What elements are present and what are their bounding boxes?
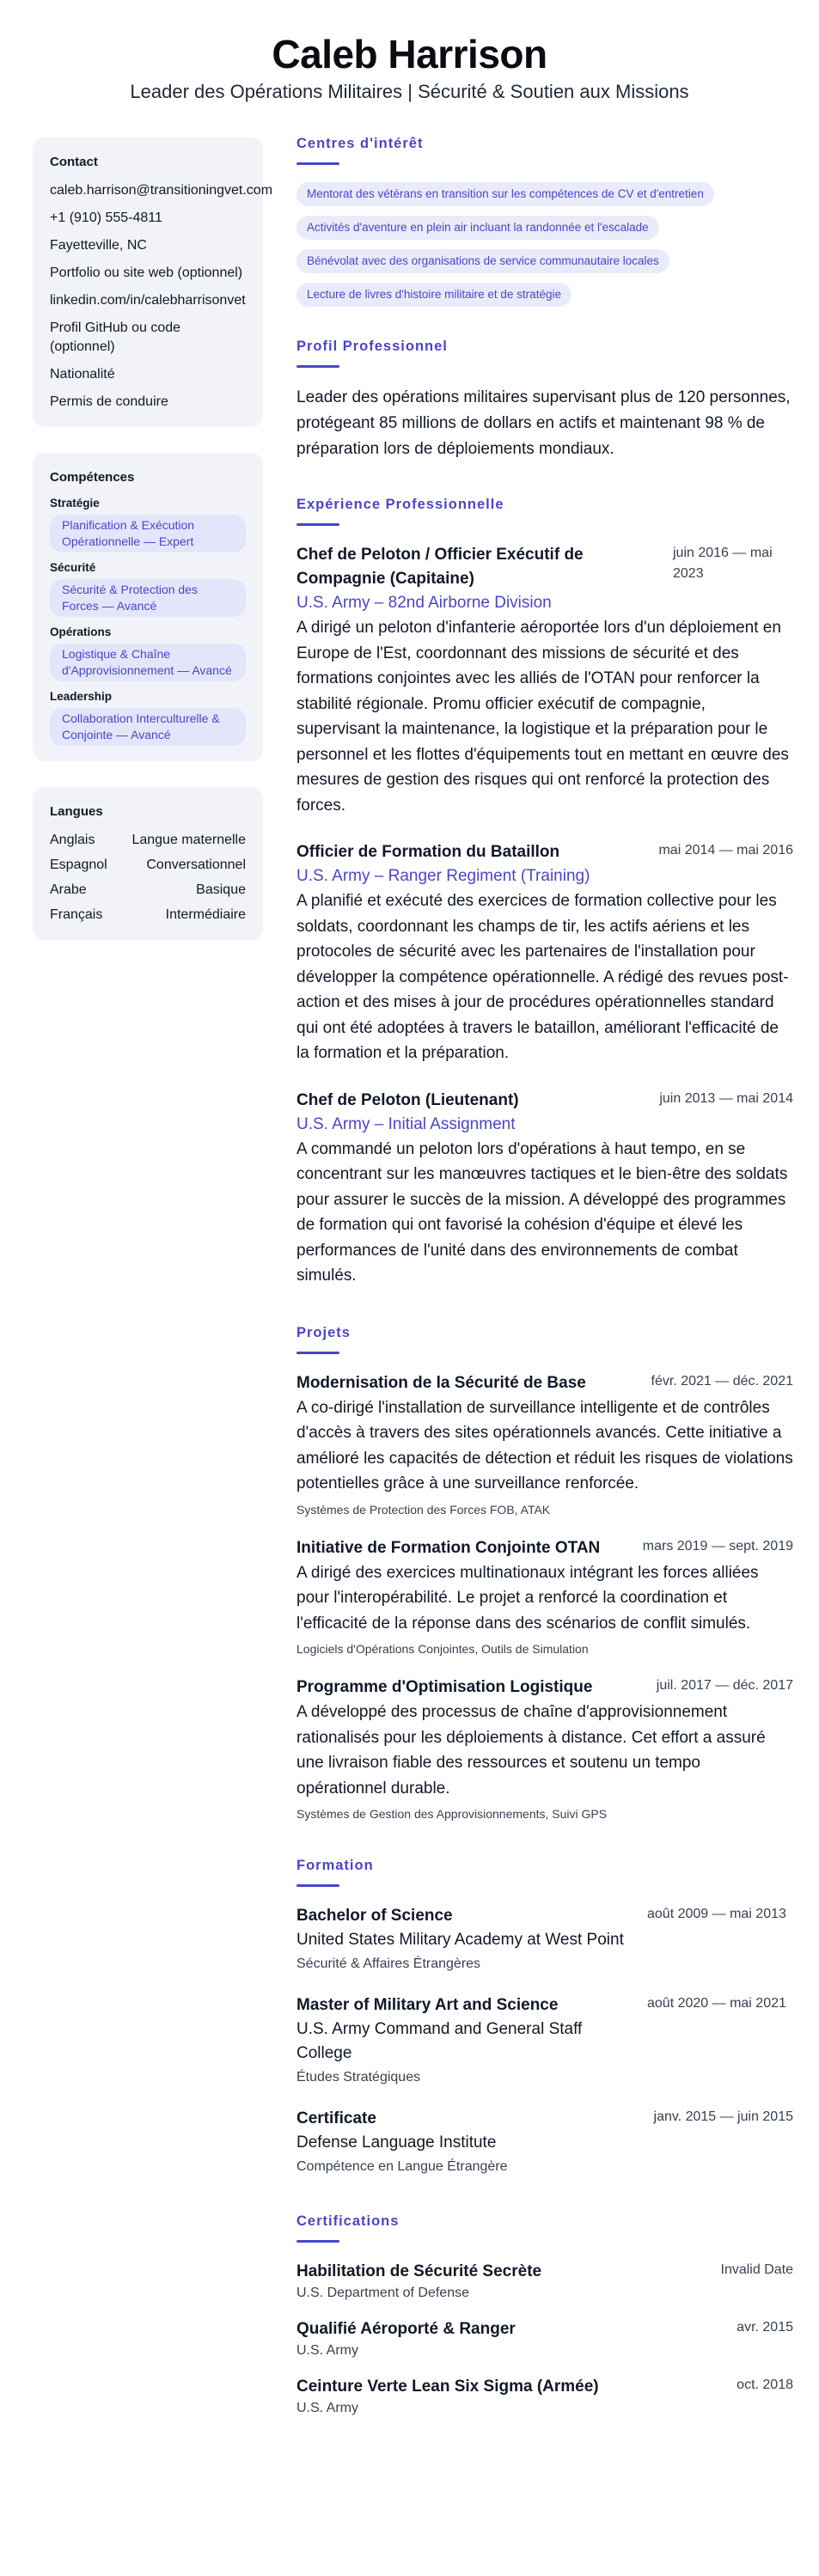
education-date: janv. 2015 — juin 2015	[653, 2109, 793, 2124]
field-of-study: Compétence en Langue Étrangère	[296, 2159, 508, 2174]
section-divider	[296, 162, 339, 165]
section-divider	[296, 2240, 339, 2243]
skill-group	[50, 497, 246, 552]
interests-section	[296, 136, 793, 316]
skill-group	[50, 561, 246, 617]
institution: Defense Language Institute	[296, 2133, 497, 2152]
projects-section	[296, 1325, 793, 1824]
job-title: Chef de Peloton / Officier Exécutif de Compagnie (Capitaine)	[296, 546, 584, 588]
resume-header	[0, 31, 819, 105]
interest-tag: Lecture de livres d'histoire militaire et de stratégie	[296, 283, 571, 307]
certification-name: Qualifié Aéroporté & Ranger	[296, 2320, 516, 2338]
language-level: Conversationnel	[146, 858, 246, 872]
candidate-name: Caleb Harrison	[272, 32, 547, 76]
job-date: juin 2016 — mai 2023	[673, 546, 773, 581]
job-date: mai 2014 — mai 2016	[658, 843, 793, 858]
contact-nationality: Nationalité	[50, 367, 115, 382]
education-date: août 2009 — mai 2013	[647, 1907, 786, 1921]
section-title: Formation	[296, 1858, 374, 1873]
job-description: A dirigé un peloton d'infanterie aéroportée lors d'un déploiement en Europe de l'Est, coordonnant des missions de sécurité et des formations conjointes avec les alliés de l'OTAN pour renforcer la stabilité régionale. Promu officier exécutif de compagnie, supervisant la maintenance, la logistique et la préparation pour le personnel et les flottes d'équipements tout en mettant en œuvre des mesures de gestion des risques qui ont renforcé la protection des forces.	[296, 619, 789, 815]
contact-title: Contact	[50, 155, 98, 169]
language-level: Intermédiaire	[165, 907, 246, 922]
skill-pill: Collaboration Interculturelle & Conjointe — Avancé	[50, 708, 246, 746]
certification-entry	[296, 2375, 793, 2418]
section-title: Projets	[296, 1324, 351, 1340]
project-entry	[296, 1371, 793, 1519]
section-title: Profil Professionnel	[296, 339, 448, 354]
language-name: Espagnol	[50, 858, 107, 872]
language-level: Langue maternelle	[131, 833, 246, 847]
skill-category: Sécurité	[50, 561, 96, 574]
profile-summary: Leader des opérations militaires supervisant plus de 120 personnes, protégeant 85 millions de dollars en actifs et maintenant 98 % de préparation lors de déploiements mondiaux.	[296, 388, 791, 458]
certification-name: Ceinture Verte Lean Six Sigma (Armée)	[296, 2378, 599, 2396]
contact-location: Fayetteville, NC	[50, 238, 147, 253]
institution: U.S. Army Command and General Staff College	[296, 2020, 583, 2062]
degree-title: Master of Military Art and Science	[296, 1996, 559, 2014]
job-organization: U.S. Army – 82nd Airborne Division	[296, 594, 552, 612]
skill-group	[50, 690, 246, 746]
certification-issuer: U.S. Army	[296, 2343, 359, 2358]
skill-group	[50, 626, 246, 681]
section-divider	[296, 523, 339, 526]
certification-entry	[296, 2260, 793, 2303]
project-title: Initiative de Formation Conjointe OTAN	[296, 1538, 601, 1557]
project-date: févr. 2021 — déc. 2021	[651, 1373, 793, 1389]
contact-license: Permis de conduire	[50, 394, 168, 409]
job-description: A commandé un peloton lors d'opérations à haut tempo, en se concentrant sur les manœuvres tactiques et le bien-être des soldats pour assurer le succès de la mission. A développé des programmes de formation qui ont favorisé la cohésion d'équipe et élevé les performances de l'unité dans des environnements de combat simulés.	[296, 1139, 788, 1285]
education-entry	[296, 1993, 793, 2088]
skill-pill: Planification & Exécution Opérationnelle — Expert	[50, 515, 246, 552]
contact-email[interactable]: caleb.harrison@transitioningvet.com	[50, 183, 273, 198]
language-row	[50, 856, 246, 875]
project-title: Modernisation de la Sécurité de Base	[296, 1373, 586, 1392]
languages-card	[33, 787, 263, 940]
institution: United States Military Academy at West Point	[296, 1931, 624, 1949]
section-divider	[296, 1352, 339, 1354]
education-entry	[296, 2107, 793, 2177]
skills-card	[33, 453, 263, 761]
interest-tag: Bénévolat avec des organisations de service communautaire locales	[296, 249, 669, 273]
job-organization: U.S. Army – Initial Assignment	[296, 1114, 516, 1133]
experience-section	[296, 497, 793, 1289]
certification-date: Invalid Date	[720, 2262, 793, 2277]
skills-title: Compétences	[50, 470, 135, 485]
section-divider	[296, 365, 339, 368]
job-date: juin 2013 — mai 2014	[659, 1090, 793, 1106]
degree-title: Bachelor of Science	[296, 1907, 453, 1925]
degree-title: Certificate	[296, 2109, 376, 2127]
education-entry	[296, 1904, 793, 1975]
job-organization: U.S. Army – Ranger Regiment (Training)	[296, 867, 590, 885]
education-date: août 2020 — mai 2021	[647, 1996, 786, 2011]
language-name: Arabe	[50, 882, 87, 897]
language-name: Anglais	[50, 833, 95, 847]
language-row	[50, 906, 246, 925]
project-description: A développé des processus de chaîne d'approvisionnement rationalisés pour les déploiements à distance. Cet effort a assuré une livraison fiable des ressources et soutenu un tempo opérationnel durable.	[296, 1703, 766, 1798]
languages-title: Langues	[50, 804, 103, 819]
language-level: Basique	[196, 882, 246, 897]
interest-tag: Mentorat des vétérans en transition sur les compétences de CV et d'entretien	[296, 182, 714, 206]
language-name: Français	[50, 907, 103, 922]
skill-category: Opérations	[50, 626, 112, 638]
project-technologies: Systèmes de Protection des Forces FOB, ATAK	[296, 1502, 551, 1517]
experience-entry	[296, 543, 793, 818]
certifications-section	[296, 2213, 793, 2418]
section-divider	[296, 1884, 339, 1887]
job-description: A planifié et exécuté des exercices de formation collective pour les soldats, coordonnant les champs de tir, les actifs aériens et les protocoles de sécurité avec les partenaires de l'installation pour développer la compétence opérationnelle. A rédigé des revues post-action et des mises à jour de procédures opérationnelles standard qui ont été adoptées à travers le bataillon, améliorant l'efficacité de la formation et la préparation.	[296, 892, 789, 1062]
field-of-study: Sécurité & Affaires Étrangères	[296, 1956, 481, 1971]
sidebar	[33, 137, 273, 966]
project-technologies: Logiciels d'Opérations Conjointes, Outils de Simulation	[296, 1642, 589, 1656]
project-technologies: Systèmes de Gestion des Approvisionnements, Suivi GPS	[296, 1807, 608, 1821]
project-description: A dirigé des exercices multinationaux intégrant les forces alliées pour l'interopérabilité. Le projet a renforcé la coordination et l'efficacité de la réponse dans des scénarios de conflit simulés.	[296, 1563, 759, 1633]
field-of-study: Études Stratégiques	[296, 2070, 421, 2085]
interest-tag: Activités d'aventure en plein air incluant la randonnée et l'escalade	[296, 216, 659, 240]
certification-date: oct. 2018	[736, 2378, 793, 2392]
contact-phone[interactable]: +1 (910) 555-4811	[50, 211, 162, 225]
project-title: Programme d'Optimisation Logistique	[296, 1678, 593, 1696]
project-entry	[296, 1676, 793, 1823]
contact-linkedin[interactable]: linkedin.com/in/calebharrisonvet	[50, 293, 246, 308]
contact-github[interactable]: Profil GitHub ou code (optionnel)	[50, 320, 181, 354]
skill-category: Leadership	[50, 690, 113, 703]
section-title: Centres d'intérêt	[296, 136, 424, 151]
experience-entry	[296, 1089, 793, 1289]
main-content	[296, 136, 793, 2444]
certification-entry	[296, 2317, 793, 2360]
certification-date: avr. 2015	[736, 2320, 793, 2335]
certification-name: Habilitation de Sécurité Secrète	[296, 2262, 542, 2280]
candidate-headline: Leader des Opérations Militaires | Sécurité & Soutien aux Missions	[130, 81, 689, 102]
contact-portfolio[interactable]: Portfolio ou site web (optionnel)	[50, 266, 243, 280]
certification-issuer: U.S. Department of Defense	[296, 2286, 469, 2300]
section-title: Expérience Professionnelle	[296, 497, 504, 512]
language-row	[50, 831, 246, 850]
job-title: Officier de Formation du Bataillon	[296, 843, 560, 861]
section-title: Certifications	[296, 2213, 400, 2229]
language-row	[50, 881, 246, 900]
skill-pill: Logistique & Chaîne d'Approvisionnement — Avancé	[50, 644, 246, 681]
skill-category: Stratégie	[50, 497, 100, 510]
contact-card	[33, 137, 273, 427]
skill-pill: Sécurité & Protection des Forces — Avancé	[50, 579, 246, 617]
education-section	[296, 1858, 793, 2177]
experience-entry	[296, 840, 793, 1066]
project-entry	[296, 1536, 793, 1659]
certification-issuer: U.S. Army	[296, 2401, 359, 2415]
project-date: juil. 2017 — déc. 2017	[656, 1678, 793, 1693]
job-title: Chef de Peloton (Lieutenant)	[296, 1090, 519, 1109]
project-description: A co-dirigé l'installation de surveillance intelligente et de contrôles d'accès à travers des sites opérationnels avancés. Cette initiative a amélioré les capacités de détection et réduit les risques de violations potentielles grâce à une surveillance renforcée.	[296, 1398, 793, 1492]
project-date: mars 2019 — sept. 2019	[642, 1538, 793, 1554]
profile-section	[296, 339, 793, 462]
